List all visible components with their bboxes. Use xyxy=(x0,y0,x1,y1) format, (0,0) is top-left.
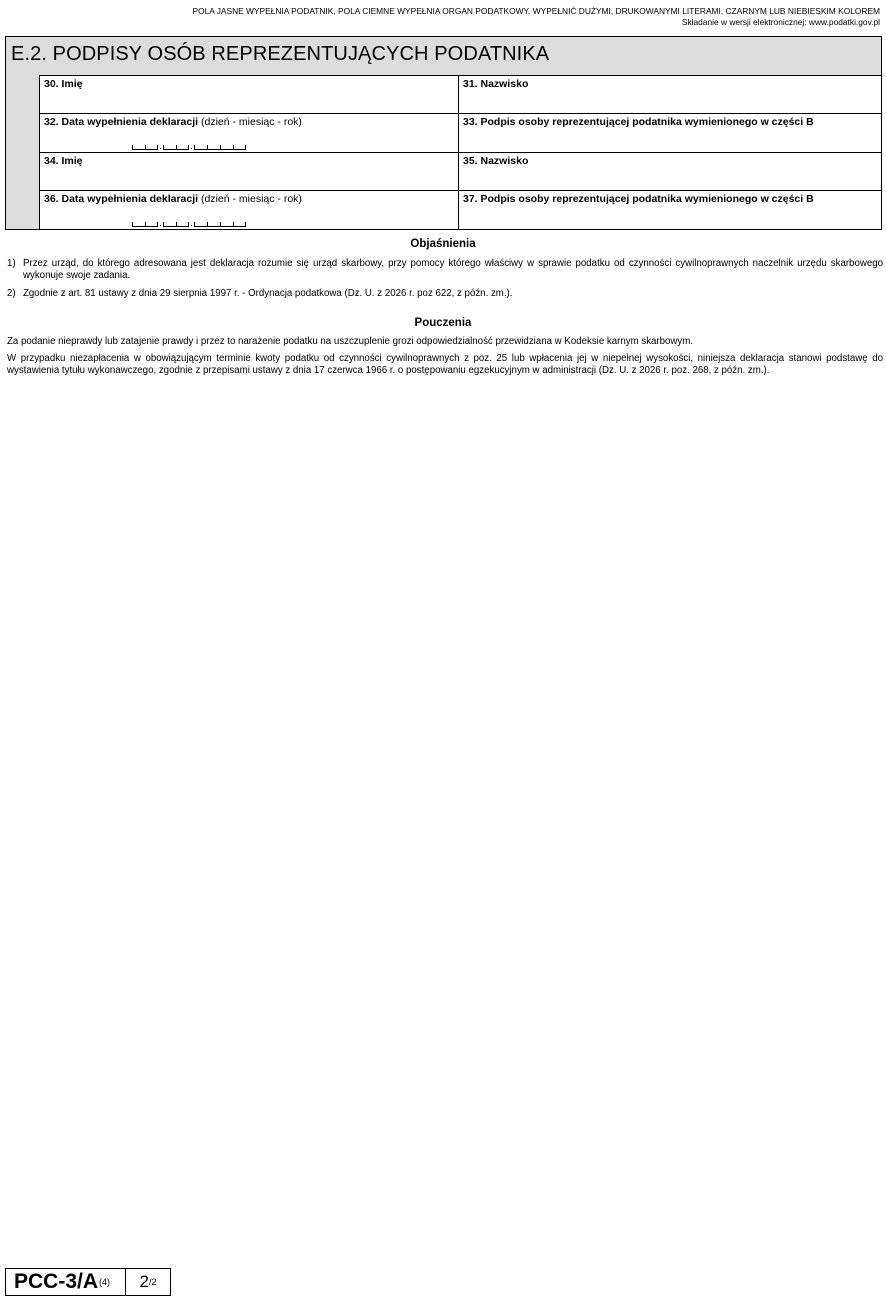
explanation-item-2: 2) Zgodnie z art. 81 ustawy z dnia 29 sierpnia 1997 r. - Ordynacja podatkowa (Dz. U. z 2026 r. poz 622, z późn. zm.). xyxy=(7,288,513,299)
field-31-surname[interactable]: 31. Nazwisko xyxy=(458,75,882,114)
date-boxes[interactable] xyxy=(132,222,246,227)
page-footer xyxy=(5,1268,171,1296)
field-30-first-name[interactable]: 30. Imię xyxy=(39,75,459,114)
field-34-first-name[interactable]: 34. Imię xyxy=(39,152,459,191)
field-35-surname[interactable]: 35. Nazwisko xyxy=(458,152,882,191)
section-title: E.2. PODPISY OSÓB REPREZENTUJĄCYCH PODATNIKA xyxy=(11,43,550,65)
explanation-item-1: 1) Przez urząd, do którego adresowana jest deklaracja rozumie się urząd skarbowy, przy pomocy którego właściwy w sprawie podatku od czynności cywilnoprawnych naczelnik urzędu skarbowego wykonuje swoje zadania. xyxy=(7,258,883,281)
row-date-sign-2 xyxy=(39,190,882,230)
section-e2 xyxy=(5,36,882,230)
row-names-2 xyxy=(39,152,882,191)
form-code: PCC-3/A (4) xyxy=(5,1268,126,1296)
date-boxes[interactable] xyxy=(132,145,246,150)
explanations-heading: Objaśnienia xyxy=(410,238,476,250)
field-37-signature[interactable]: 37. Podpis osoby reprezentującej podatnika wymienionego w części B xyxy=(458,190,882,230)
row-names-1 xyxy=(39,75,882,114)
instructions-heading: Pouczenia xyxy=(414,317,472,329)
instruction-paragraph-1: Za podanie nieprawdy lub zatajenie prawdy i przez to narażenie podatku na uszczuplenie grozi odpowiedzialność przewidziana w Kodeksie karnym skarbowym. xyxy=(7,336,694,347)
header-electronic-filing: Składanie w wersji elektronicznej: www.podatki.gov.pl xyxy=(681,16,880,27)
field-32-date[interactable]: 32. Data wypełnienia deklaracji (dzień - miesiąc - rok) xyxy=(39,113,459,153)
instruction-paragraph-2: W przypadku niezapłacenia w obowiązującym terminie kwoty podatku od czynności cywilnoprawnych z poz. 25 lub wpłacenia jej w niepełnej wysokości, niniejsza deklaracja stanowi podstawę do wystawienia tytułu wykonawczego, zgodnie z przepisami ustawy z dnia 17 czerwca 1966 r. o postępowaniu egzekucyjnym w administracji (Dz. U. z 2026 r. poz. 268, z późn. zm.). xyxy=(7,353,883,376)
form-version: (4) xyxy=(99,1277,111,1287)
page-number: 2 /2 xyxy=(125,1268,171,1296)
field-36-date[interactable]: 36. Data wypełnienia deklaracji (dzień - miesiąc - rok) xyxy=(39,190,459,230)
row-date-sign-1 xyxy=(39,113,882,153)
header-instructions: POLA JASNE WYPEŁNIA PODATNIK, POLA CIEMNE WYPEŁNIA ORGAN PODATKOWY. WYPEŁNIĆ DUŻYMI, DRUKOWANYMI LITERAMI, CZARNYM LUB NIEBIESKIM KOLOREM xyxy=(192,6,880,16)
page-header xyxy=(193,6,881,27)
field-33-signature[interactable]: 33. Podpis osoby reprezentującej podatnika wymienionego w części B xyxy=(458,113,882,153)
